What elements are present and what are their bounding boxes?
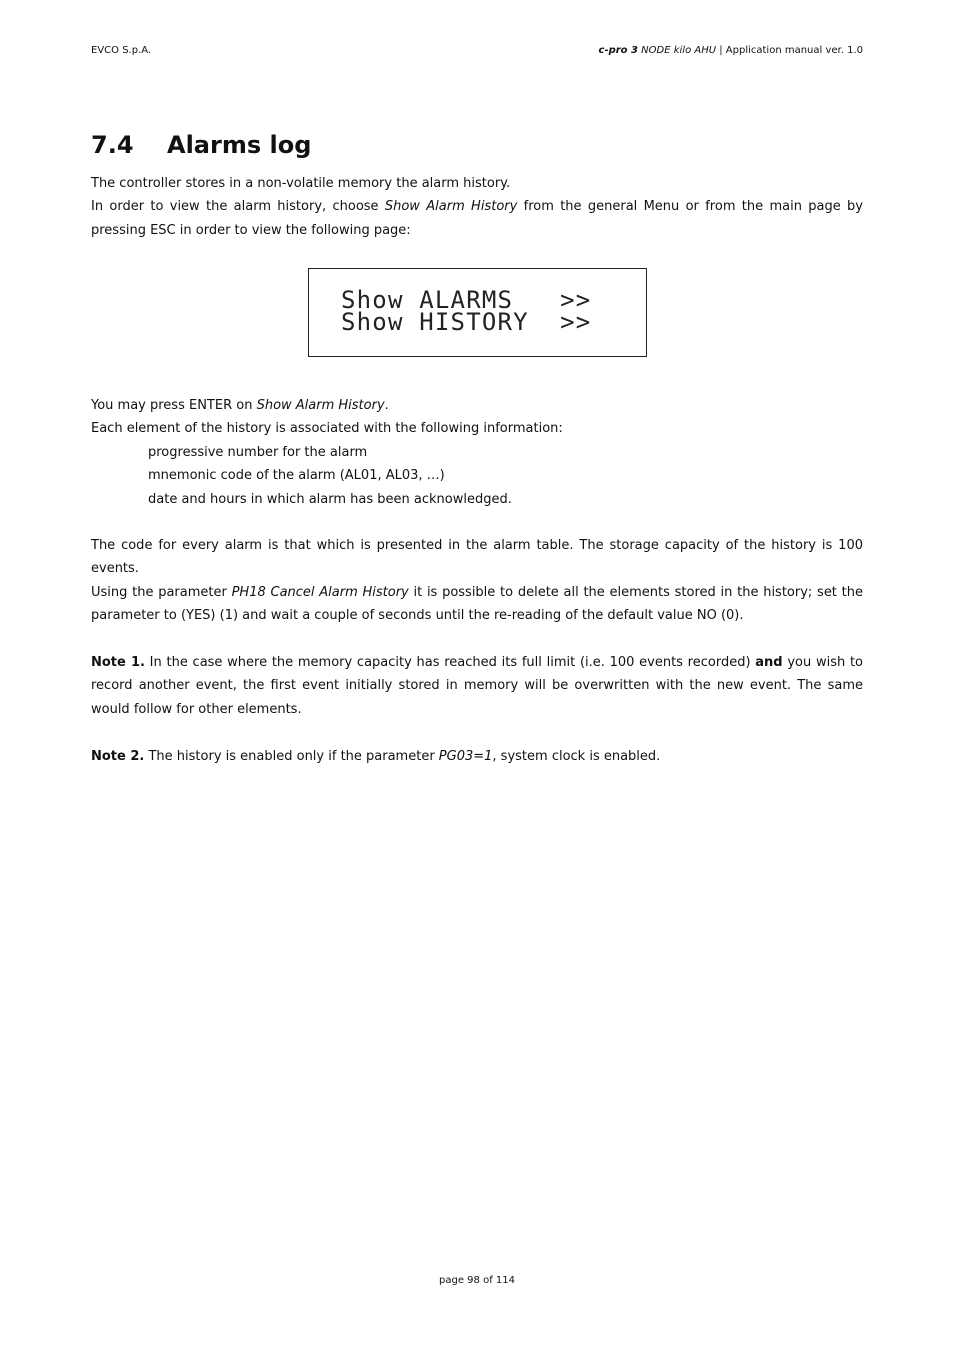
note-2-emphasis: PG03=1 (438, 749, 493, 764)
note-1-text-b: you wish to record another event, the first event initially stored in memory will be overwritten with the new event. The same would follow for other elements. (91, 655, 863, 717)
info-list-item: date and hours in which alarm has been acknowledged. (148, 491, 512, 507)
after-lcd-paragraph-1 (91, 394, 863, 417)
header-manual-version: | Application manual ver. 1.0 (716, 45, 863, 56)
info-list-item: progressive number for the alarm (148, 445, 368, 460)
section-title: Alarms log (167, 131, 312, 159)
note-2-text-b: , system clock is enabled. (492, 749, 661, 764)
lcd-line-1: Show ALARMS >> (341, 286, 592, 314)
note-2-paragraph (91, 745, 863, 768)
storage-paragraph-1: The code for every alarm is that which is presented in the alarm table. The storage capacity of the history is 100 events. (91, 538, 863, 577)
note-1-text-a: In the case where the memory capacity has reached its full limit (i.e. 100 events recorded) (144, 655, 756, 670)
note-2 (91, 745, 863, 768)
note-1 (91, 651, 863, 721)
after-lcd-p1-text-b: . (384, 398, 389, 413)
note-1-paragraph (91, 651, 863, 721)
storage-p2-text-a: Using the parameter (91, 584, 232, 600)
lcd-line-2: Show HISTORY >> (341, 308, 592, 336)
header-company: EVCO S.p.A. (91, 45, 152, 56)
storage-block (91, 534, 863, 628)
storage-p2-emphasis: PH18 Cancel Alarm History (231, 584, 409, 600)
header-product-italic: NODE kilo AHU (638, 45, 717, 56)
section-heading (91, 131, 311, 159)
info-list (148, 441, 512, 511)
note-2-text-a: The history is enabled only if the parameter (144, 749, 439, 764)
intro-paragraph-2 (91, 195, 863, 242)
lcd-display (308, 268, 647, 357)
note-1-label: Note 1. (91, 655, 145, 670)
section-number: 7.4 (91, 131, 134, 159)
header-manual-title (599, 45, 863, 56)
after-lcd-paragraph-2: Each element of the history is associated with the following information: (91, 421, 563, 437)
note-1-bold: and (755, 655, 783, 670)
note-2-label: Note 2. (91, 749, 145, 764)
header-product-bold: c-pro 3 (598, 45, 638, 56)
page-number: page 98 of 114 (439, 1275, 515, 1286)
intro-p2-emphasis: Show Alarm History (384, 199, 518, 215)
after-lcd-block (91, 394, 863, 441)
intro-paragraph-1: The controller stores in a non-volatile memory the alarm history. (91, 176, 511, 191)
storage-paragraph-2 (91, 581, 863, 628)
storage-p2-text-b: it is possible to delete all the elements stored in the history; set the parameter to (YES) (1) and wait a couple of seconds until the re-reading of the default value NO (0). (91, 584, 863, 624)
intro-p2-text-a: In order to view the alarm history, choose (91, 199, 385, 215)
after-lcd-p1-emphasis: Show Alarm History (256, 398, 385, 413)
intro-p2-text-b: from the general Menu or from the main page by pressing ESC in order to view the following page: (91, 199, 863, 238)
after-lcd-p1-text-a: You may press ENTER on (91, 398, 257, 413)
intro-block (91, 172, 863, 242)
info-list-item: mnemonic code of the alarm (AL01, AL03, …) (148, 468, 445, 484)
